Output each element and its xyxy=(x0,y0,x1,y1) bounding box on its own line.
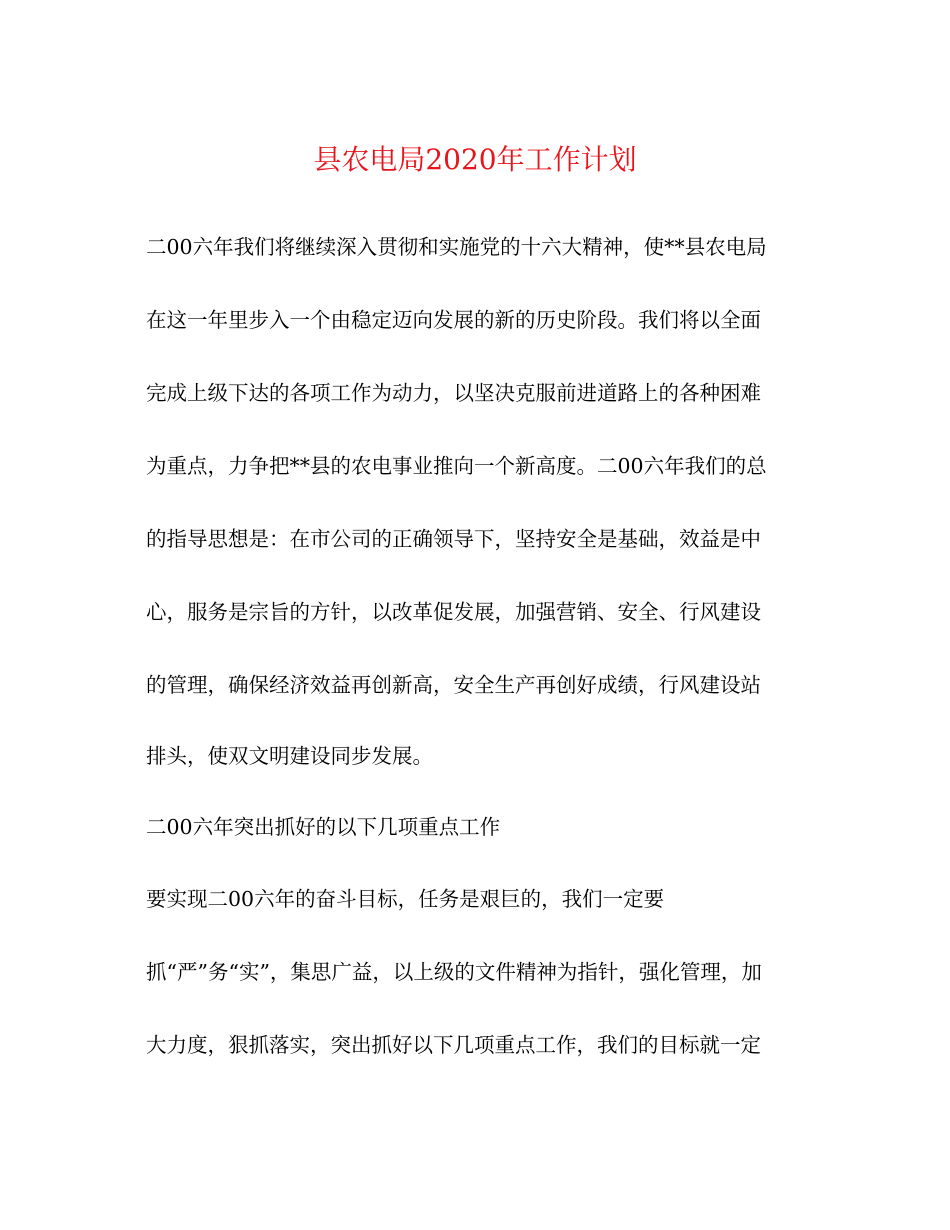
body-line-6: 心，服务是宗旨的方针，以改革促发展，加强营销、安全、行风建设 xyxy=(146,600,761,624)
body-line-5: 的指导思想是：在市公司的正确领导下，坚持安全是基础，效益是中 xyxy=(146,527,761,551)
body-line-1: 二00六年我们将继续深入贯彻和实施党的十六大精神，使**县农电局 xyxy=(146,235,767,259)
body-line-8: 排头，使双文明建设同步发展。 xyxy=(146,744,433,768)
body-line-12: 大力度，狠抓落实，突出抓好以下几项重点工作，我们的目标就一定 xyxy=(146,1033,761,1057)
body-line-4: 为重点，力争把**县的农电事业推向一个新高度。二00六年我们的总 xyxy=(146,454,767,478)
document-title: 县农电局2020年工作计划 xyxy=(313,143,637,176)
body-line-10: 要实现二00六年的奋斗目标，任务是艰巨的，我们一定要 xyxy=(146,887,665,911)
body-line-7: 的管理，确保经济效益再创新高，安全生产再创好成绩，行风建设站 xyxy=(146,673,761,697)
body-line-11: 抓“严”务“实”，集思广益，以上级的文件精神为指针，强化管理，加 xyxy=(146,960,762,984)
body-line-2: 在这一年里步入一个由稳定迈向发展的新的历史阶段。我们将以全面 xyxy=(146,308,761,332)
body-line-3: 完成上级下达的各项工作为动力，以坚决克服前进道路上的各种困难 xyxy=(146,381,761,405)
section-heading: 二00六年突出抓好的以下几项重点工作 xyxy=(146,815,501,839)
